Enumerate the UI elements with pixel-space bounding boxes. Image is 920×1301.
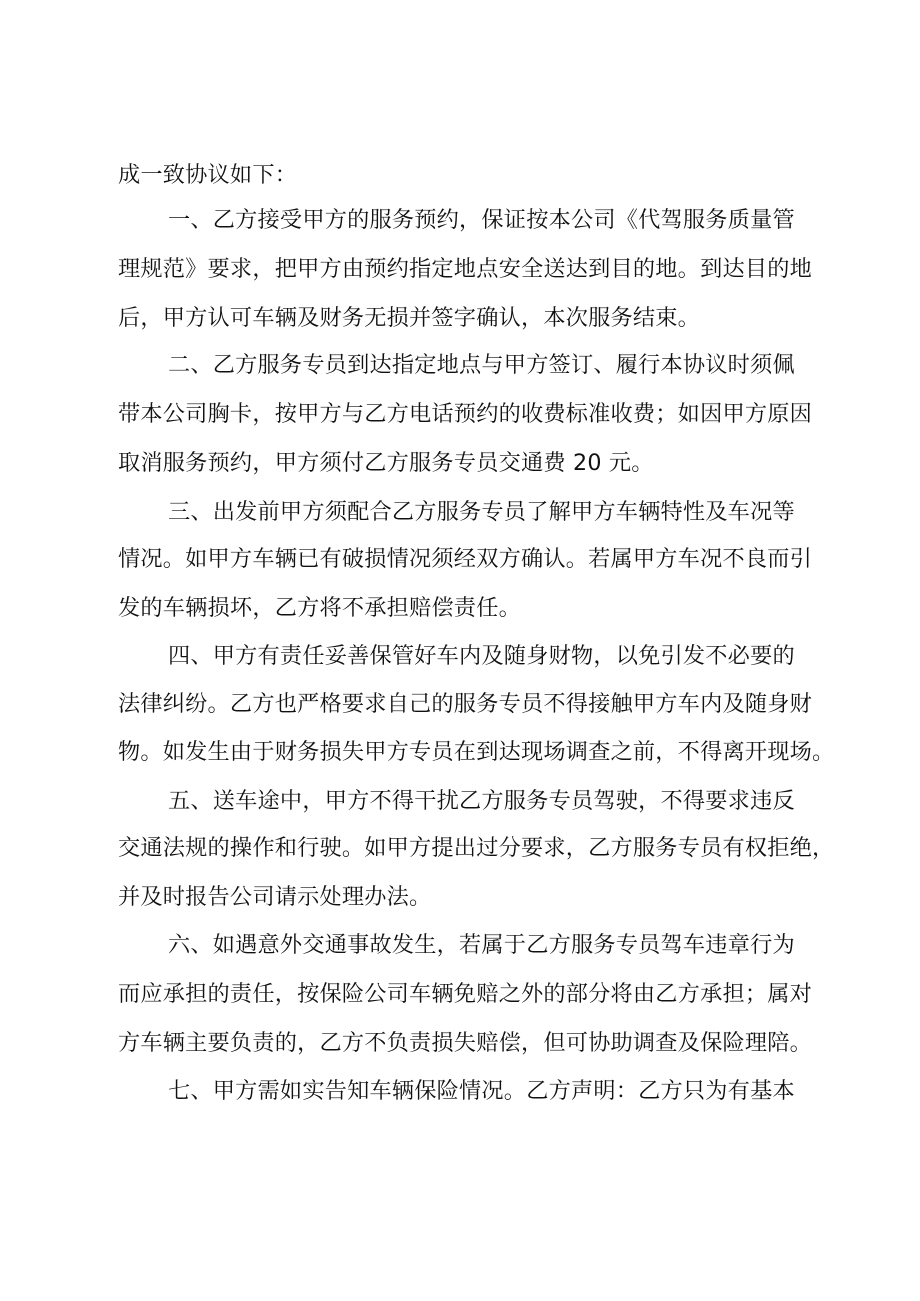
text-line: 法律纠纷。乙方也严格要求自己的服务专员不得接触甲方车内及随身财 <box>118 691 813 717</box>
text-line: 成一致协议如下： <box>118 162 298 188</box>
paragraph-4-line: 四、甲方有责任妥善保管好车内及随身财物，以免引发不必要的 <box>168 643 795 669</box>
text-line: 发的车辆损坏，乙方将不承担赔偿责任。 <box>118 595 521 621</box>
text-line: 后，甲方认可车辆及财务无损并签字确认，本次服务结束。 <box>118 305 701 331</box>
text-line: 情况。如甲方车辆已有破损情况须经双方确认。若属甲方车况不良而引 <box>118 546 813 572</box>
text-line: 并及时报告公司请示处理办法。 <box>118 884 432 910</box>
text-line: 而应承担的责任，按保险公司车辆免赔之外的部分将由乙方承担；属对 <box>118 981 813 1007</box>
paragraph-2-line: 二、乙方服务专员到达指定地点与甲方签订、履行本协议时须佩 <box>168 352 795 378</box>
paragraph-6-line: 六、如遇意外交通事故发生，若属于乙方服务专员驾车违章行为 <box>168 932 795 958</box>
paragraph-3-line: 三、出发前甲方须配合乙方服务专员了解甲方车辆特性及车况等 <box>168 499 795 525</box>
text-line: 取消服务预约，甲方须付乙方服务专员交通费 20 元。 <box>118 450 654 476</box>
text-line: 方车辆主要负责的，乙方不负责损失赔偿，但可协助调查及保险理陪。 <box>118 1030 813 1056</box>
text-line: 带本公司胸卡，按甲方与乙方电话预约的收费标准收费；如因甲方原因 <box>118 401 813 427</box>
paragraph-1-line: 一、乙方接受甲方的服务预约，保证按本公司《代驾服务质量管 <box>168 207 795 233</box>
text-line: 交通法规的操作和行驶。如甲方提出过分要求，乙方服务专员有权拒绝， <box>118 835 835 861</box>
paragraph-5-line: 五、送车途中，甲方不得干扰乙方服务专员驾驶，不得要求违反 <box>168 788 795 814</box>
text-line: 理规范》要求，把甲方由预约指定地点安全送达到目的地。到达目的地 <box>118 256 813 282</box>
paragraph-7-line: 七、甲方需如实告知车辆保险情况。乙方声明：乙方只为有基本 <box>168 1078 795 1104</box>
text-line: 物。如发生由于财务损失甲方专员在到达现场调查之前，不得离开现场。 <box>118 739 835 765</box>
